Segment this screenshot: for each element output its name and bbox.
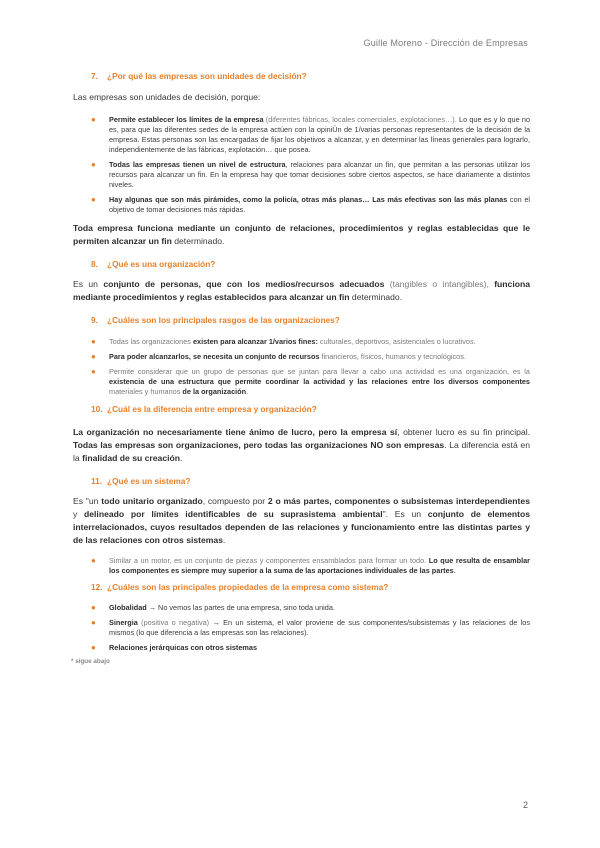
q7-bullet-list <box>91 115 530 215</box>
q12-bullet-list <box>91 603 530 653</box>
question-11-heading <box>91 475 530 487</box>
bold-text: finalidad de su creación <box>82 453 180 463</box>
bold-text: funciona mediante procedimientos y reglas establecidos para alcanzar un fin <box>73 279 530 302</box>
bold-text: Lo que resulta de ensamblar los componentes es siempre muy superior a la suma de las aportaciones individuales de las partes <box>109 556 530 575</box>
question-title: ¿Cuáles son las principales propiedades de la empresa como sistema? <box>107 582 389 592</box>
list-item <box>91 367 530 397</box>
page-number: 2 <box>522 800 528 810</box>
list-item <box>91 556 530 576</box>
soft-text: (tangibles o intangibles), <box>384 279 495 289</box>
list-item <box>91 603 530 613</box>
bold-text: conjunto de personas, que con los medios/recursos adecuados <box>103 279 385 289</box>
bold-text: todo unitario organizado <box>101 496 203 506</box>
bold-text: existen para alcanzar 1/varios fines: <box>192 337 318 346</box>
body-text: con el objetivo de tomar decisiones más rápidas. <box>109 195 530 214</box>
page-content <box>73 70 530 665</box>
soft-text: Permite considerar que un grupo de personas que se juntan para llevar a cabo una actividad es una organización, es la <box>109 367 530 376</box>
bold-text: Todas las empresas son organizaciones, pero todas las organizaciones NO son empresas <box>73 440 445 450</box>
question-title: ¿Cuáles son los principales rasgos de las organizaciones? <box>107 315 340 325</box>
bullet-icon: ● <box>91 115 96 124</box>
list-item <box>91 618 530 638</box>
bullet-icon: ● <box>91 337 96 346</box>
bold-text: Relaciones jerárquicas con otros sistemas <box>109 643 258 652</box>
question-number: 10. <box>91 404 103 414</box>
question-title: ¿Por qué las empresas son unidades de decisión? <box>107 71 307 81</box>
body-text: . La diferencia está en la <box>73 440 530 463</box>
bullet-icon: ● <box>91 556 96 565</box>
bold-text: existencia de una estructura que permite coordinar la actividad y las relaciones entre los diversos componentes <box>109 377 530 386</box>
body-text: → No vemos las partes de una empresa, sino toda unida. <box>146 603 335 612</box>
soft-text: materiales y humanos <box>109 387 183 396</box>
question-title: ¿Qué es una organización? <box>107 259 216 269</box>
list-item <box>91 115 530 155</box>
soft-text: (positiva o negativa) <box>137 618 210 627</box>
soft-text: culturales, deportivos, asistenciales o lucrativos. <box>317 337 476 346</box>
q10-answer <box>73 426 530 465</box>
q11-answer <box>73 495 530 547</box>
question-title: ¿Qué es un sistema? <box>107 476 191 486</box>
page-header: Guille Moreno - Dirección de Empresas <box>363 38 528 48</box>
bullet-icon: ● <box>91 160 96 169</box>
bold-text: delineado por límites identificables de su suprasistema ambiental <box>84 509 383 519</box>
bold-text: conjunto de elementos interrelacionados, cuyos resultados dependen de las relaciones y funcionamiento entre las distintas partes y de las relaciones con otros sistemas <box>73 509 530 545</box>
bold-text: de la organización <box>182 387 247 396</box>
bullet-icon: ● <box>91 618 96 627</box>
q7-intro: Las empresas son unidades de decisión, porque: <box>73 92 261 102</box>
q11-bullet-list <box>91 556 530 576</box>
list-item <box>91 160 530 190</box>
question-7-heading <box>91 70 530 82</box>
body-text: . <box>453 566 456 575</box>
bold-text: La organización no necesariamente tiene ánimo de lucro, pero la empresa sí <box>73 427 398 437</box>
bullet-icon: ● <box>91 352 96 361</box>
bullet-icon: ● <box>91 643 96 652</box>
body-text: → En un sistema, el valor proviene de sus componentes/subsistemas y las relaciones de los mismos (lo que diferencia a las empresas son las relaciones). <box>109 618 530 637</box>
soft-text: Similar a un motor, es un conjunto de piezas y componentes ensamblados para formar un todo. <box>109 556 429 565</box>
question-number: 11. <box>91 476 103 486</box>
question-12-heading <box>91 581 530 593</box>
list-item <box>91 195 530 215</box>
list-item <box>91 337 530 347</box>
body-text: , relaciones para alcanzar un fin, que permitan a las personas utilizar los recursos para alcanzar un fin. En la empresa hay que tomar decisiones sobre ciertos aspectos, se hace diariamente a distintos niveles. <box>109 160 530 189</box>
body-text: , obtener lucro es su fin principal. <box>397 427 530 437</box>
question-number: 8. <box>91 259 98 269</box>
bold-text: 2 o más partes, componentes o subsistemas interdependientes <box>267 496 530 506</box>
q7-closing <box>73 222 530 248</box>
list-item <box>91 352 530 362</box>
body-text: y <box>73 509 85 519</box>
question-title: ¿Cuál es la diferencia entre empresa y organización? <box>107 404 317 414</box>
bold-text: Toda empresa funciona mediante un conjunto de relaciones, procedimientos y reglas establecidas que le permiten alcanzar un fin <box>73 223 530 246</box>
soft-text: financieros, físicos, humanos y tecnológicos. <box>319 352 466 361</box>
footnote: * sigue abajo <box>71 658 110 665</box>
body-text: determinado. <box>349 292 403 302</box>
question-10-heading <box>91 403 530 415</box>
question-number: 9. <box>91 315 98 325</box>
bold-text: Permite establecer los límites de la empresa <box>109 115 264 124</box>
bold-text: Todas las empresas tienen un nivel de estructura <box>109 160 286 169</box>
question-number: 12. <box>91 582 103 592</box>
body-text: ". Es un <box>382 509 428 519</box>
bullet-icon: ● <box>91 195 96 204</box>
list-item <box>91 643 530 653</box>
body-text: . <box>246 387 249 396</box>
bold-text: Globalidad <box>109 603 147 612</box>
soft-text: Todas las organizaciones <box>109 337 193 346</box>
question-number: 7. <box>91 71 98 81</box>
q9-bullet-list <box>91 337 530 397</box>
bold-text: Para poder alcanzarlos, se necesita un conjunto de recursos <box>109 352 320 361</box>
bold-text: Sinergia <box>109 618 138 627</box>
body-text: determinado. <box>171 236 225 246</box>
question-9-heading <box>91 314 530 326</box>
body-text: . <box>222 535 226 545</box>
soft-text: (diferentes fábricas, locales comerciales, explotaciones…). <box>263 115 457 124</box>
q8-answer <box>73 278 530 304</box>
body-text: , compuesto por <box>202 496 268 506</box>
body-text: Lo que es y lo que no es, para que las diferentes sedes de la empresa actúen con la opiniÜn de 1/varias personas representantes de la decisión de la empresa. Estas personas son las encargadas de fijar los objetivos a alcanzar, y en determinar las líneas generales para lograrlo, independientemente de las fábricas, explotación… que posea. <box>109 115 530 154</box>
body-text: Es "un <box>73 496 102 506</box>
bullet-icon: ● <box>91 603 96 612</box>
bold-text: Hay algunas que son más pirámides, como la policía, otras más planas… Las más efectivas son las más planas <box>109 195 508 204</box>
question-8-heading <box>91 258 530 270</box>
body-text: . <box>179 453 183 463</box>
body-text: Es un <box>73 279 104 289</box>
bullet-icon: ● <box>91 367 96 376</box>
